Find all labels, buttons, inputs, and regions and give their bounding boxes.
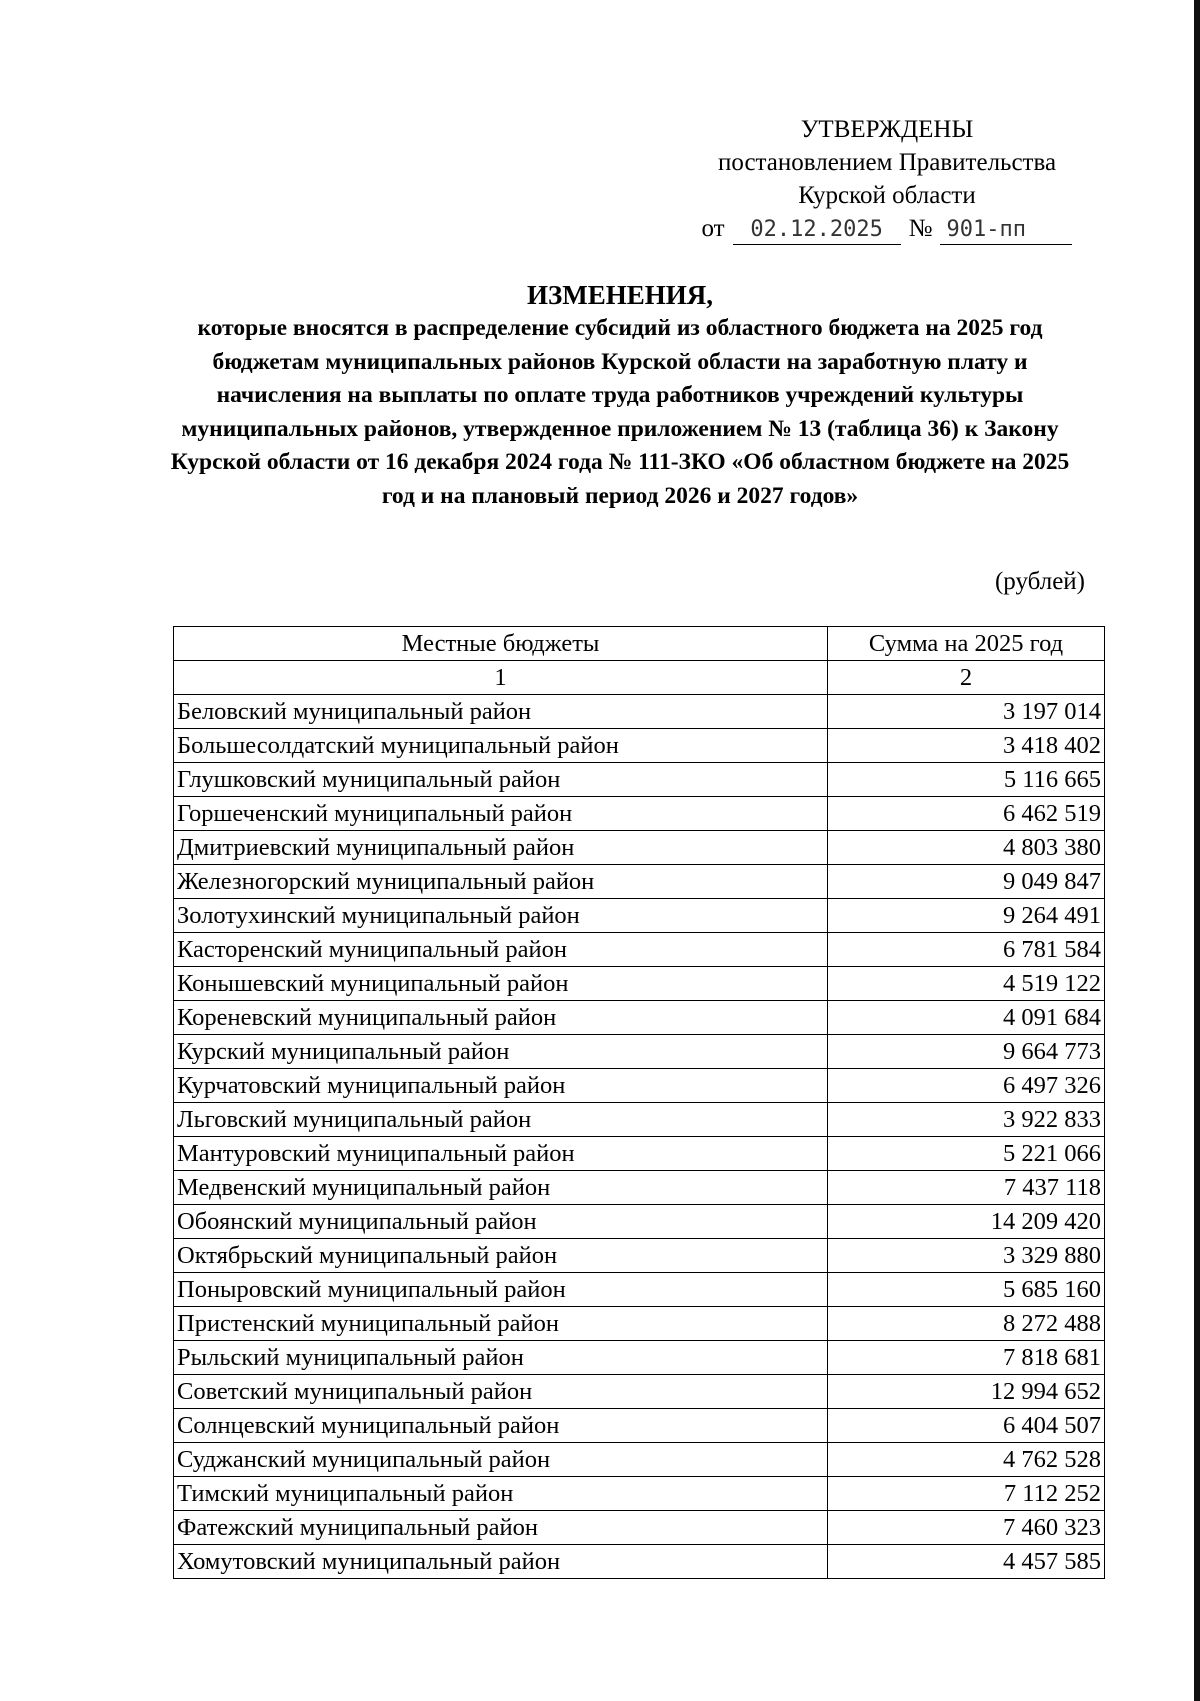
subsidy-amount: 4 803 380	[828, 831, 1105, 865]
subsidy-amount: 3 197 014	[828, 695, 1105, 729]
district-name: Хомутовский муниципальный район	[174, 1545, 828, 1579]
table-row	[174, 695, 1105, 729]
table-row	[174, 865, 1105, 899]
header-local-budgets: Местные бюджеты	[174, 627, 828, 661]
table-index-row	[174, 661, 1105, 695]
table-row	[174, 899, 1105, 933]
subsidy-amount: 4 457 585	[828, 1545, 1105, 1579]
district-name: Большесолдатский муниципальный район	[174, 729, 828, 763]
table-row	[174, 1137, 1105, 1171]
district-name: Фатежский муниципальный район	[174, 1511, 828, 1545]
district-name: Советский муниципальный район	[174, 1375, 828, 1409]
subsidy-amount: 5 221 066	[828, 1137, 1105, 1171]
subsidy-amount: 5 685 160	[828, 1273, 1105, 1307]
table-row	[174, 1375, 1105, 1409]
subsidy-amount: 4 091 684	[828, 1001, 1105, 1035]
approval-line-region: Курской области	[798, 182, 976, 209]
subsidy-amount: 7 437 118	[828, 1171, 1105, 1205]
subsidy-amount: 9 264 491	[828, 899, 1105, 933]
district-name: Октябрьский муниципальный район	[174, 1239, 828, 1273]
subsidy-amount: 12 994 652	[828, 1375, 1105, 1409]
subsidy-amount: 4 519 122	[828, 967, 1105, 1001]
table-row	[174, 1545, 1105, 1579]
subsidy-amount: 9 049 847	[828, 865, 1105, 899]
subsidy-amount: 14 209 420	[828, 1205, 1105, 1239]
header-amount: Сумма на 2025 год	[828, 627, 1105, 661]
district-name: Суджанский муниципальный район	[174, 1443, 828, 1477]
table-row	[174, 1069, 1105, 1103]
subsidy-amount: 4 762 528	[828, 1443, 1105, 1477]
district-name: Кореневский муниципальный район	[174, 1001, 828, 1035]
district-name: Поныровский муниципальный район	[174, 1273, 828, 1307]
district-name: Касторенский муниципальный район	[174, 933, 828, 967]
subsidy-table	[173, 626, 1105, 1579]
table-row	[174, 1477, 1105, 1511]
title-heading: ИЗМЕНЕНИЯ,	[526, 280, 713, 310]
district-name: Беловский муниципальный район	[174, 695, 828, 729]
district-name: Горшеченский муниципальный район	[174, 797, 828, 831]
table-header-row	[174, 627, 1105, 661]
subsidy-amount: 3 922 833	[828, 1103, 1105, 1137]
table-row	[174, 797, 1105, 831]
approval-date: 02.12.2025	[733, 216, 901, 245]
table-row	[174, 967, 1105, 1001]
index-col-2: 2	[828, 661, 1105, 695]
approval-block	[694, 113, 1080, 245]
table-row	[174, 1103, 1105, 1137]
table-row	[174, 1205, 1105, 1239]
district-name: Солнцевский муниципальный район	[174, 1409, 828, 1443]
table-row	[174, 1307, 1105, 1341]
district-name: Дмитриевский муниципальный район	[174, 831, 828, 865]
district-name: Железногорский муниципальный район	[174, 865, 828, 899]
table-row	[174, 1443, 1105, 1477]
subsidy-amount: 7 818 681	[828, 1341, 1105, 1375]
table-row	[174, 1001, 1105, 1035]
table-row	[174, 1035, 1105, 1069]
index-col-1: 1	[174, 661, 828, 695]
table-row	[174, 1239, 1105, 1273]
subsidy-amount: 7 112 252	[828, 1477, 1105, 1511]
district-name: Пристенский муниципальный район	[174, 1307, 828, 1341]
district-name: Конышевский муниципальный район	[174, 967, 828, 1001]
table-row	[174, 1171, 1105, 1205]
title-subtitle: которые вносятся в распределение субсидий из областного бюджета на 2025 год бюджетам муниципальных районов Курской области на заработную плату и начисления на выплаты по оплате труда работников учреждений культуры муниципальных районов, утвержденное приложением № 13 (таблица 36) к Закону Курской области от 16 декабря 2024 года № 111-ЗКО «Об областном бюджете на 2025 год и на плановый период 2026 и 2027 годов»	[170, 315, 1070, 509]
table-body	[174, 695, 1105, 1579]
table-row	[174, 831, 1105, 865]
subsidy-amount: 6 781 584	[828, 933, 1105, 967]
number-sign: №	[908, 215, 933, 242]
district-name: Тимский муниципальный район	[174, 1477, 828, 1511]
district-name: Рыльский муниципальный район	[174, 1341, 828, 1375]
scan-edge	[1194, 0, 1200, 1701]
district-name: Курский муниципальный район	[174, 1035, 828, 1069]
table-row	[174, 933, 1105, 967]
table-row	[174, 1341, 1105, 1375]
district-name: Льговский муниципальный район	[174, 1103, 828, 1137]
approval-number: 901-пп	[940, 216, 1072, 245]
district-name: Обоянский муниципальный район	[174, 1205, 828, 1239]
district-name: Курчатовский муниципальный район	[174, 1069, 828, 1103]
table-row	[174, 1273, 1105, 1307]
table-row	[174, 763, 1105, 797]
subsidy-amount: 5 116 665	[828, 763, 1105, 797]
units-label: (рублей)	[994, 568, 1085, 595]
subsidy-amount: 7 460 323	[828, 1511, 1105, 1545]
subsidy-amount: 8 272 488	[828, 1307, 1105, 1341]
subsidy-amount: 6 462 519	[828, 797, 1105, 831]
approval-heading: УТВЕРЖДЕНЫ	[800, 116, 974, 143]
approval-line-resolution: постановлением Правительства	[717, 149, 1057, 176]
subsidy-amount: 9 664 773	[828, 1035, 1105, 1069]
table-row	[174, 1409, 1105, 1443]
subsidy-amount: 6 497 326	[828, 1069, 1105, 1103]
document-title	[150, 278, 1090, 513]
district-name: Золотухинский муниципальный район	[174, 899, 828, 933]
approval-date-number-line	[694, 212, 1080, 245]
district-name: Медвенский муниципальный район	[174, 1171, 828, 1205]
district-name: Глушковский муниципальный район	[174, 763, 828, 797]
subsidy-amount: 3 329 880	[828, 1239, 1105, 1273]
subsidy-amount: 3 418 402	[828, 729, 1105, 763]
table-row	[174, 1511, 1105, 1545]
district-name: Мантуровский муниципальный район	[174, 1137, 828, 1171]
date-prefix: от	[701, 215, 725, 242]
table-row	[174, 729, 1105, 763]
subsidy-amount: 6 404 507	[828, 1409, 1105, 1443]
